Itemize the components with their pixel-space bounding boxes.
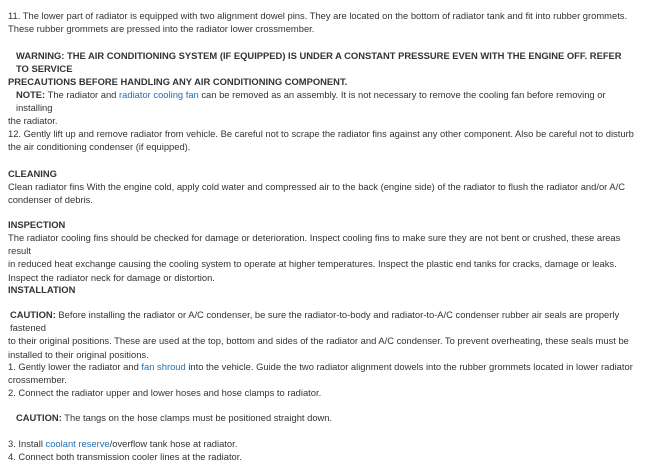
note-paragraph (8, 88, 636, 128)
caution-2-paragraph (16, 411, 636, 424)
cleaning-paragraph (8, 180, 636, 206)
cleaning-line1: Clean radiator fins With the engine cold, apply cold water and compressed air to the back (engine side) of the radiator to flush the radiator and/or A/C (8, 181, 626, 192)
caution-line2: to their original positions. These are used at the top, bottom and sides of the radiator and A/C condenser. To prevent overheating, these seals must be (8, 335, 629, 347)
cleaning-heading: CLEANING (8, 168, 57, 179)
step-1-paragraph (8, 360, 636, 400)
step-11-paragraph (8, 9, 636, 35)
inspection-line3: Inspect the radiator neck for damage or distortion. (8, 271, 215, 283)
inspection-paragraph (8, 231, 636, 284)
inspection-heading: INSPECTION (8, 219, 66, 230)
installation-heading: INSTALLATION (8, 284, 76, 295)
step-2-text: 2. Connect the radiator upper and lower hoses and hose clamps to radiator. (8, 387, 322, 399)
caution-line1: Before installing the radiator or A/C condenser, be sure the radiator-to-body and radiator-to-A/C condenser rubber air seals are properly fastened (10, 309, 620, 334)
installation-caution-paragraph (10, 308, 638, 361)
step-4-text: 4. Connect both transmission cooler lines at the radiator. (8, 451, 242, 463)
note-text-pre: The radiator and (45, 89, 120, 100)
inspection-line2: in reduced heat exchange causing the cooling system to operate at higher temperatures. Inspect the plastic end tanks for cracks, damage or leaks. (8, 258, 617, 270)
note-text-post: can be removed as an assembly. It is not necessary to remove the cooling fan before removing or installing (16, 89, 606, 114)
cleaning-line2: condenser of debris. (8, 194, 93, 206)
caution-line3: installed to their original positions. (8, 348, 149, 360)
caution-2-text: The tangs on the hose clamps must be positioned straight down. (61, 412, 333, 423)
step-11-line1: 11. The lower part of radiator is equipped with two alignment dowel pins. They are located on the bottom of radiator tank and fit into rubber grommets. (8, 10, 628, 21)
caution-label: CAUTION: (10, 309, 56, 320)
step-3-post: /overflow tank hose at radiator. (109, 438, 238, 449)
step-12-line1: 12. Gently lift up and remove radiator from vehicle. Be careful not to scrape the radiator fins against any other component. Also be careful not to disturb (8, 128, 634, 139)
coolant-reserve-link[interactable]: coolant reserve (45, 438, 110, 449)
note-label: NOTE: (16, 89, 46, 100)
step-1-post: into the vehicle. Guide the two radiator alignment dowels into the rubber grommets located in lower radiator (185, 361, 633, 372)
warning-line2: PRECAUTIONS BEFORE HANDLING ANY AIR CONDITIONING COMPONENT. (8, 76, 348, 88)
step-3-pre: 3. Install (8, 438, 46, 449)
step-3-paragraph (8, 437, 636, 463)
warning-line1: WARNING: THE AIR CONDITIONING SYSTEM (IF EQUIPPED) IS UNDER A CONSTANT PRESSURE EVEN WITH THE ENGINE OFF. REFER TO SERVICE (16, 50, 622, 75)
caution-2-label: CAUTION: (16, 412, 62, 423)
radiator-cooling-fan-link[interactable]: radiator cooling fan (119, 89, 199, 100)
step-1-line2: crossmember. (8, 374, 67, 386)
fan-shroud-link[interactable]: fan shroud (141, 361, 186, 372)
step-11-line2: These rubber grommets are pressed into the radiator lower crossmember. (8, 23, 315, 35)
step-12-line2: the air conditioning condenser (if equipped). (8, 141, 191, 153)
warning-paragraph (8, 49, 636, 89)
step-1-pre: 1. Gently lower the radiator and (8, 361, 142, 372)
note-line2: the radiator. (8, 115, 58, 127)
step-12-paragraph (8, 127, 636, 153)
inspection-line1: The radiator cooling fins should be checked for damage or deterioration. Inspect cooling fins to make sure they are not bent or crushed, these areas result (8, 232, 621, 257)
